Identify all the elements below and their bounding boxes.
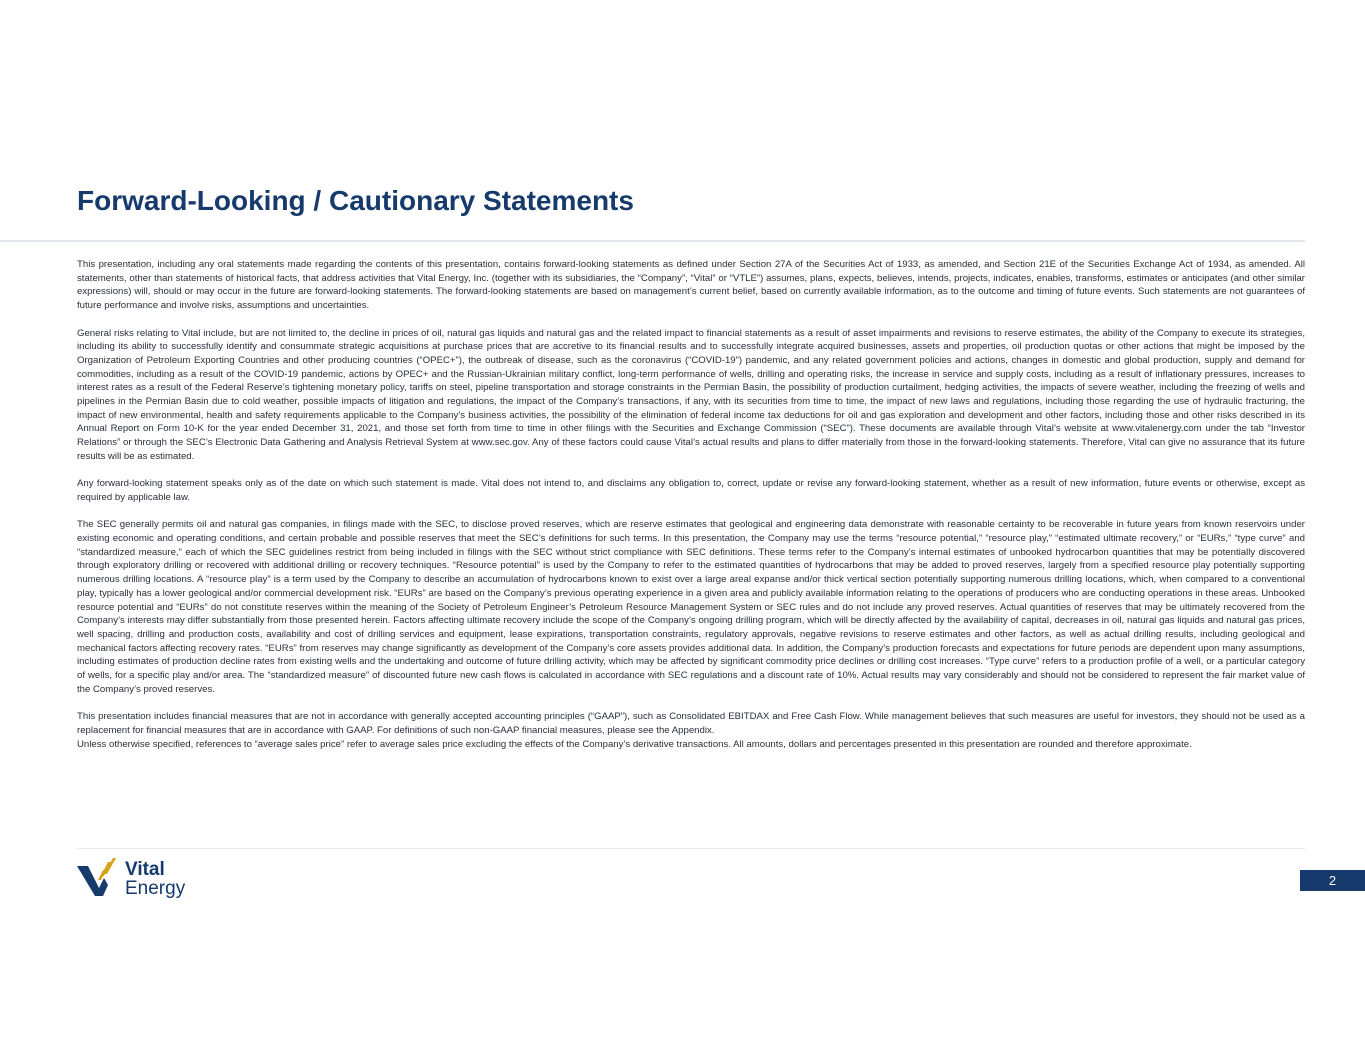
disclaimer-body xyxy=(77,258,1305,751)
paragraph-non-gaap: This presentation includes financial measures that are not in accordance with generally accepted accounting principles (“GAAP”), such as Consolidated EBITDAX and Free Cash Flow. While management believes that such measures are useful for investors, they should not be used as a replacement for financial measures that are in accordance with GAAP. For definitions of such non-GAAP financial measures, please see the Appendix. xyxy=(77,711,1305,736)
logo-text-vital: Vital xyxy=(125,859,165,880)
title-divider xyxy=(0,240,1305,242)
paragraph-average-sales-price: Unless otherwise specified, references to “average sales price” refer to average sales price excluding the effects of the Company’s derivative transactions. All amounts, dollars and percentages presented in this presentation are rounded and therefore approximate. xyxy=(77,738,1192,750)
paragraph-general-risks: General risks relating to Vital include, but are not limited to, the decline in prices of oil, natural gas liquids and natural gas and the related impact to financial statements as a result of asset impairments and revisions to reserve estimates, the ability of the Company to execute its strategies, including its ability to successfully identify and consummate strategic acquisitions at purchase prices that are accretive to its financial results and to successfully integrate acquired businesses, assets and properties, oil production quotas or other actions that might be imposed by the Organization of Petroleum Exporting Countries and other producing countries (“OPEC+”), the outbreak of disease, such as the coronavirus (“COVID-19”) pandemic, and any related government policies and actions, changes in domestic and global production, supply and demand for commodities, including as a result of the COVID-19 pandemic, actions by OPEC+ and the Russian-Ukrainian military conflict, long-term performance of wells, drilling and operating risks, the increase in service and supply costs, including as a result of inflationary pressures, increases to interest rates as a result of the Federal Reserve’s tightening monetary policy, tariffs on steel, pipeline transportation and storage constraints in the Permian Basin, the possibility of production curtailment, hedging activities, the impacts of severe weather, including the freezing of wells and pipelines in the Permian Basin due to cold weather, possible impacts of litigation and regulations, the impact of the Company’s transactions, if any, with its securities from time to time, the impact of new laws and regulations, including those regarding the use of hydraulic fracturing, the impact of new environmental, health and safety requirements applicable to the Company’s business activities, the possibility of the elimination of federal income tax deductions for oil and gas exploration and development and other factors, including those and other risks described in its Annual Report on Form 10-K for the year ended December 31, 2021, and those set forth from time to time in other filings with the Securities and Exchange Commission (“SEC”). These documents are available through Vital’s website at www.vitalenergy.com under the tab “Investor Relations” or through the SEC’s Electronic Data Gathering and Analysis Retrieval System at www.sec.gov. Any of these factors could cause Vital’s actual results and plans to differ materially from those in the forward-looking statements. Therefore, Vital can give no assurance that its future results will be as estimated. xyxy=(77,327,1305,462)
company-logo xyxy=(77,858,207,902)
paragraph-sec-reserves: The SEC generally permits oil and natural gas companies, in filings made with the SEC, to disclose proved reserves, which are reserve estimates that geological and engineering data demonstrate with reasonable certainty to be recoverable in future years from known reservoirs under existing economic and operating conditions, and certain probable and possible reserves that meet the SEC’s definitions for such terms. In this presentation, the Company may use the terms “resource potential,” “resource play,” “estimated ultimate recovery,” or “EURs,” “type curve” and “standardized measure,” each of which the SEC guidelines restrict from being included in filings with the SEC without strict compliance with SEC definitions. These terms refer to the Company’s internal estimates of unbooked hydrocarbon quantities that may be potentially discovered through exploratory drilling or recovered with additional drilling or recovery techniques. “Resource potential” is used by the Company to refer to the estimated quantities of hydrocarbons that may be added to proved reserves, largely from a specified resource play potentially supporting numerous drilling locations. A “resource play” is a term used by the Company to describe an accumulation of hydrocarbons known to exist over a large areal expanse and/or thick vertical section potentially supporting numerous drilling locations, which, when compared to a conventional play, typically has a lower geological and/or commercial development risk. “EURs” are based on the Company’s previous operating experience in a given area and publicly available information relating to the operations of producers who are conducting operations in these areas. Unbooked resource potential and “EURs” do not constitute reserves within the meaning of the Society of Petroleum Engineer’s Petroleum Resource Management System or SEC rules and do not include any proved reserves. Actual quantities of reserves that may be ultimately recovered from the Company’s interests may differ substantially from those presented herein. Factors affecting ultimate recovery include the scope of the Company’s ongoing drilling program, which will be directly affected by the availability of capital, decreases in oil, natural gas liquids and natural gas prices, well spacing, drilling and production costs, availability and cost of drilling services and equipment, lease expirations, transportation constraints, regulatory approvals, negative revisions to reserve estimates and other factors, as well as actual drilling results, including geological and mechanical factors affecting recovery rates. “EURs” from reserves may change significantly as development of the Company’s core assets provides additional data. In addition, the Company’s production forecasts and expectations for future periods are dependent upon many assumptions, including estimates of production decline rates from existing wells and the undertaking and outcome of future drilling activity, which may be affected by significant commodity price declines or drilling cost increases. “Type curve” refers to a production profile of a well, or a particular category of wells, for a specific play and/or area. The “standardized measure” of discounted future new cash flows is calculated in accordance with SEC regulations and a discount rate of 10%. Actual results may vary considerably and should not be considered to represent the fair market value of the Company’s proved reserves. xyxy=(77,519,1305,695)
paragraph-no-obligation: Any forward-looking statement speaks only as of the date on which such statement is made. Vital does not intend to, and disclaims any obligation to, correct, update or revise any forward-looking statement, whether as a result of new information, future events or otherwise, except as required by applicable law. xyxy=(77,478,1305,503)
page-number-badge: 2 xyxy=(1300,870,1365,891)
vital-energy-mark-icon xyxy=(77,858,123,902)
footer-divider xyxy=(77,848,1305,849)
paragraph-forward-looking: This presentation, including any oral statements made regarding the contents of this presentation, contains forward-looking statements as defined under Section 27A of the Securities Act of 1933, as amended, and Section 21E of the Securities Exchange Act of 1934, as amended. All statements, other than statements of historical facts, that address activities that Vital Energy, Inc. (together with its subsidiaries, the “Company”, “Vital” or “VTLE”) assumes, plans, expects, believes, intends, projects, indicates, enables, transforms, estimates or anticipates (and other similar expressions) will, should or may occur in the future are forward-looking statements. The forward-looking statements are based on management’s current belief, based on currently available information, as to the outcome and timing of future events. Such statements are not guarantees of future performance and involve risks, assumptions and uncertainties. xyxy=(77,259,1305,312)
page-title: Forward-Looking / Cautionary Statements xyxy=(77,185,634,216)
logo-text-energy: Energy xyxy=(125,878,186,899)
